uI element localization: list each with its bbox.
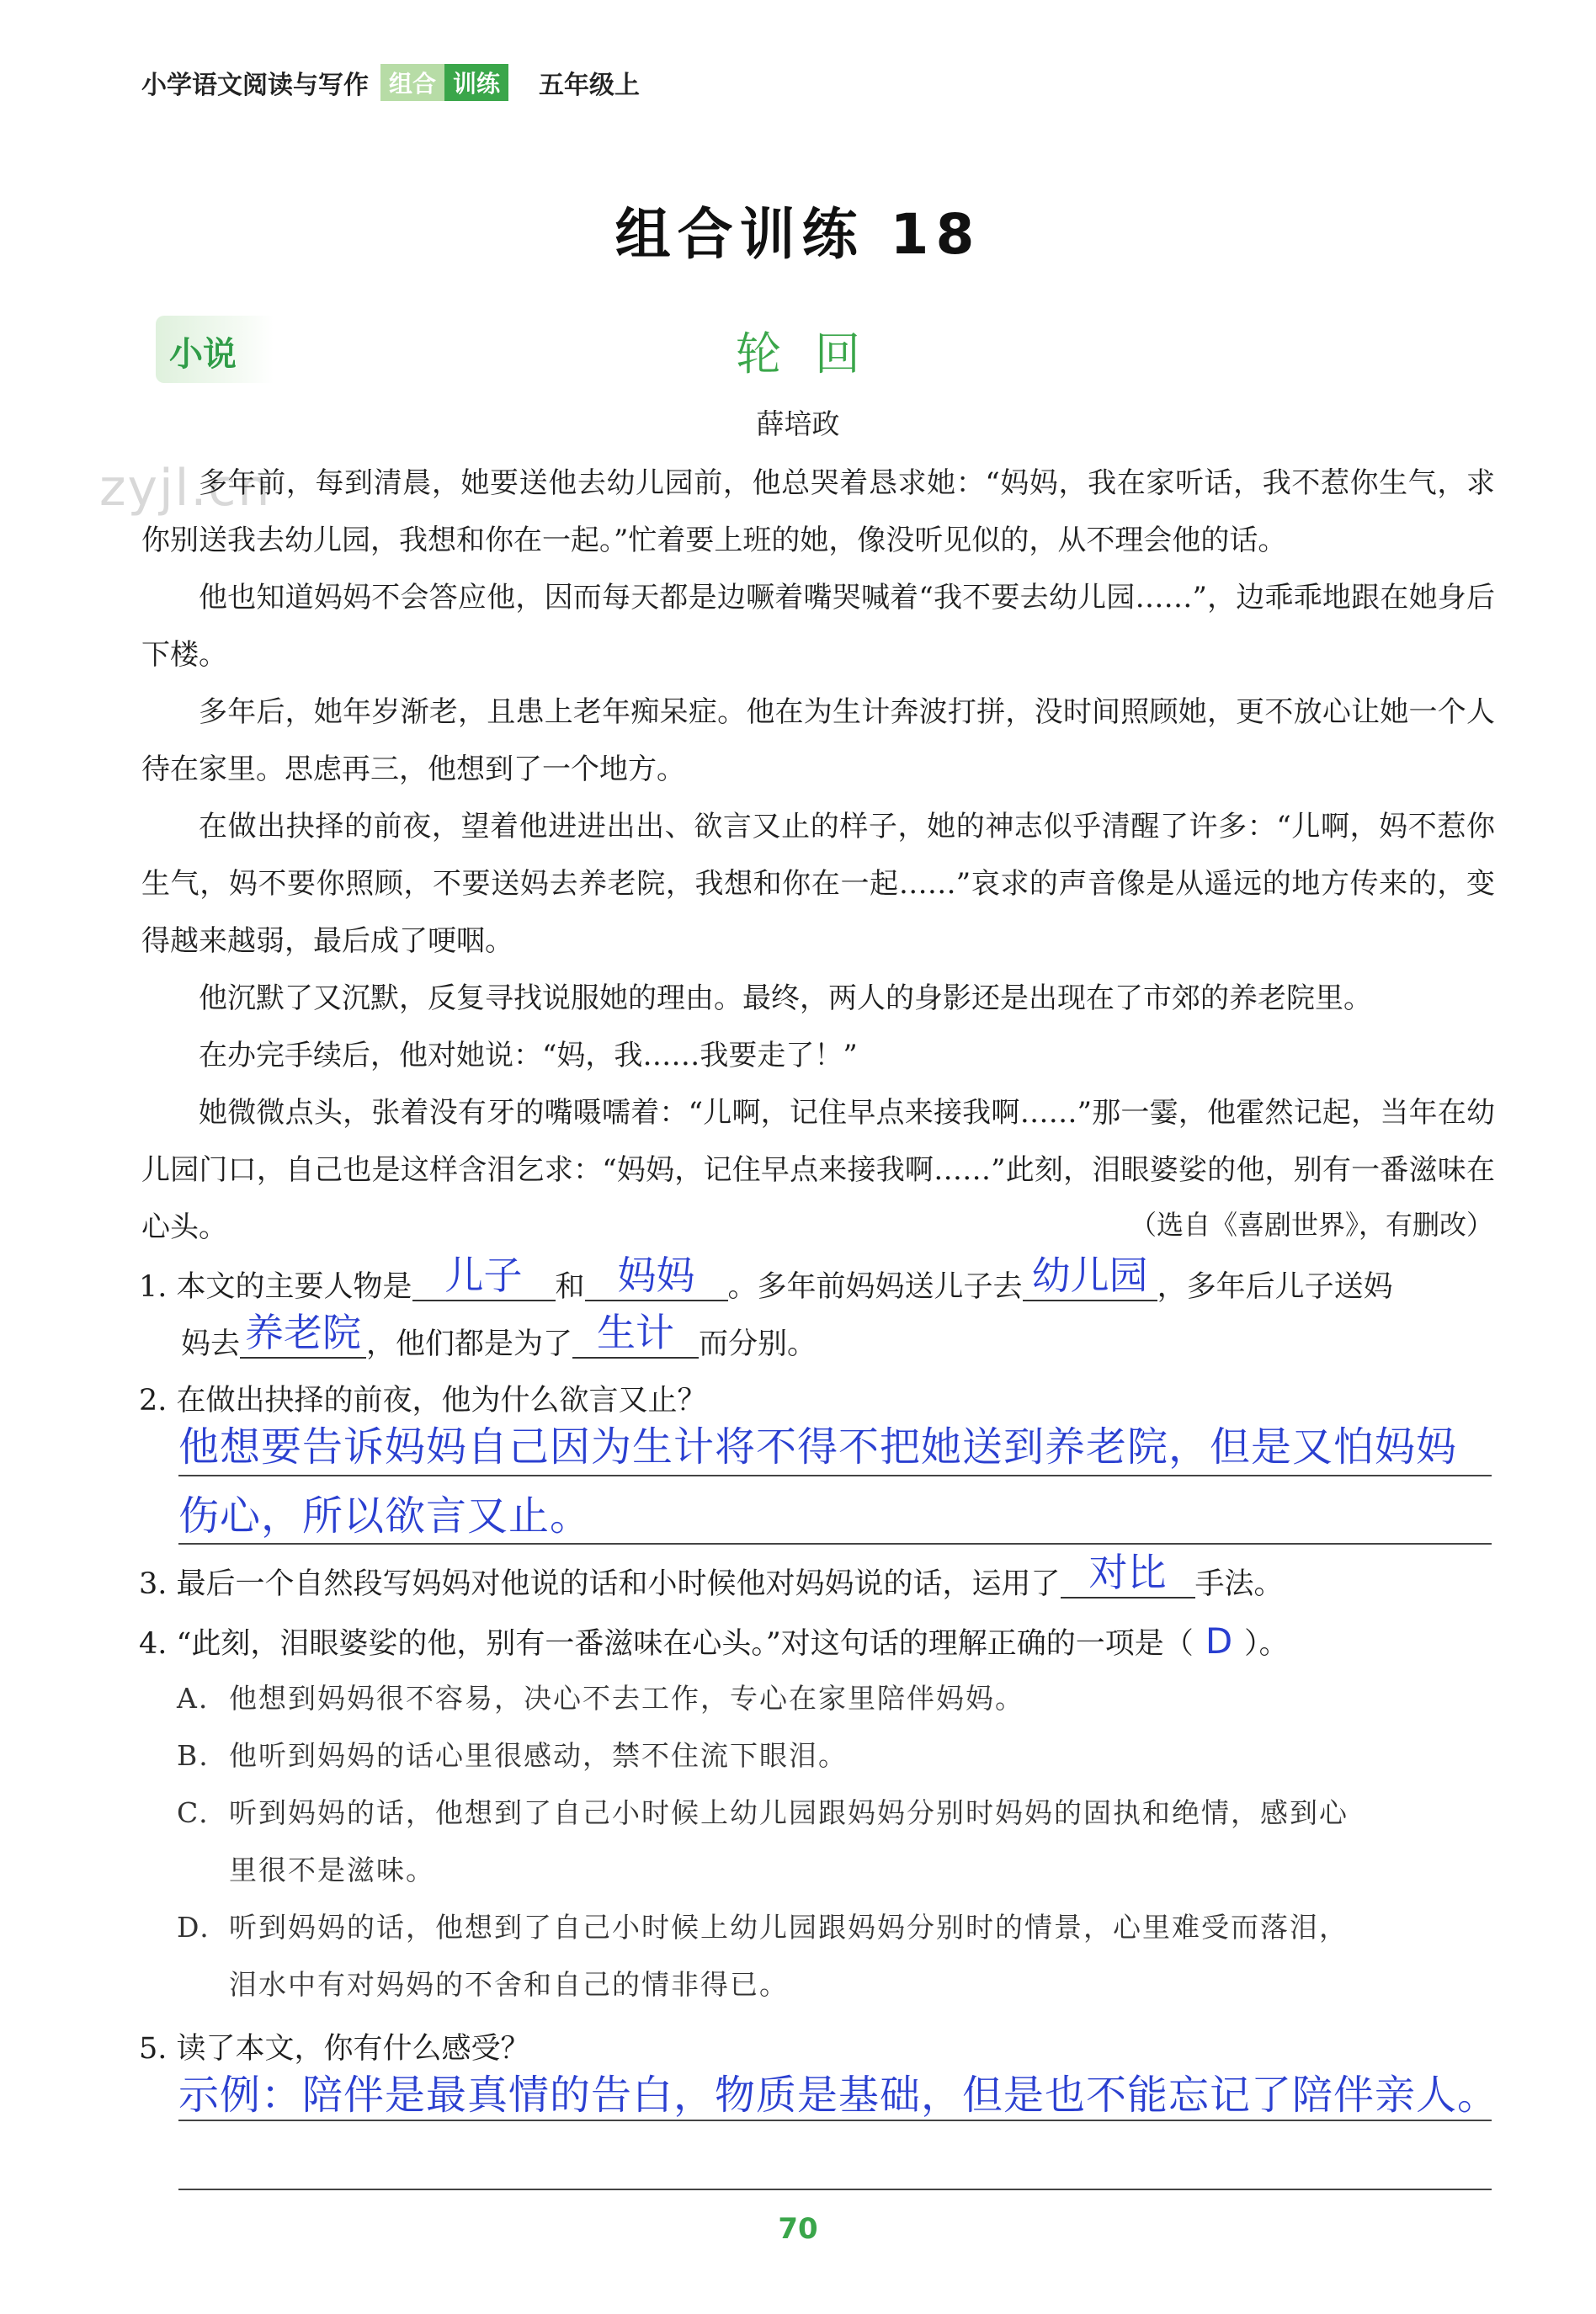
option-text: 听到妈妈的话，他想到了自己小时候上幼儿园跟妈妈分别时妈妈的固执和绝情，感到心	[229, 1796, 1349, 1829]
q2-answer-rule	[178, 1475, 1492, 1476]
q2-answer-line-2: 伤心，所以欲言又止。	[178, 1492, 592, 1540]
q1-answer-4: 养老院	[245, 1310, 362, 1355]
question-1	[139, 1253, 1496, 1316]
option-text: 听到妈妈的话，他想到了自己小时候上幼儿园跟妈妈分别时的情景，心里难受而落泪，	[229, 1911, 1349, 1944]
q3-blank[interactable]	[1061, 1550, 1195, 1599]
q4-text: ）。	[1244, 1627, 1289, 1661]
badge-training: 训练	[444, 64, 508, 101]
q4-answer[interactable]: D	[1205, 1620, 1233, 1662]
page-header	[141, 66, 640, 99]
story-source: （选自《喜剧世界》，有删改）	[1129, 1209, 1493, 1241]
q4-option-b	[177, 1727, 1498, 1785]
q5-answer-rule	[178, 2189, 1492, 2190]
q5-answer: 示例：陪伴是最真情的告白，物质是基础，但是也不能忘记了陪伴亲人。	[178, 2072, 1499, 2119]
option-text: 他想到妈妈很不容易，决心不去工作，专心在家里陪伴妈妈。	[229, 1682, 1024, 1715]
q1-text: 1. 本文的主要人物是	[139, 1270, 412, 1304]
option-text: 他听到妈妈的话心里很感动，禁不住流下眼泪。	[229, 1739, 848, 1772]
q2-answer-line-1: 他想要告诉妈妈自己因为生计将不得不把她送到养老院，但是又怕妈妈	[178, 1423, 1458, 1471]
q3-text: 手法。	[1194, 1567, 1284, 1601]
q4-text: 4. “此刻，泪眼婆娑的他，别有一番滋味在心头。”对这句话的理解正确的一项是（	[139, 1627, 1194, 1661]
q1-blank-3[interactable]	[1023, 1253, 1157, 1301]
question-3	[139, 1550, 1496, 1613]
q1-answer-1: 儿子	[444, 1253, 523, 1298]
badge-combo: 组合	[380, 64, 444, 101]
question-5: 5. 读了本文，你有什么感受？	[139, 2032, 530, 2066]
q3-answer: 对比	[1088, 1550, 1167, 1595]
story-paragraph: 多年后，她年岁渐老，且患上老年痴呆症。他在为生计奔波打拼，没时间照顾她，更不放心让她一个人待在家里。思虑再三，他想到了一个地方。	[141, 695, 1495, 786]
q1-blank-2[interactable]	[585, 1253, 728, 1301]
option-key: C.	[177, 1796, 210, 1829]
q5-answer-rule	[178, 2120, 1492, 2121]
page-number: 70	[778, 2212, 818, 2246]
story-title: 轮回	[736, 327, 894, 380]
q1-text: ，多年后儿子送妈	[1157, 1270, 1393, 1304]
header-badge	[380, 64, 508, 101]
q1-text: 和	[555, 1270, 585, 1304]
question-2: 2. 在做出抉择的前夜，他为什么欲言又止？	[139, 1384, 707, 1418]
story-paragraph: 多年前，每到清晨，她要送他去幼儿园前，他总哭着恳求她：“妈妈，我在家听话，我不惹你生气，求你别送我去幼儿园，我想和你在一起。”忙着要上班的她，像没听见似的，从不理会他的话。	[141, 466, 1495, 557]
q1-answer-3: 幼儿园	[1031, 1253, 1148, 1298]
book-title: 小学语文阅读与写作	[141, 71, 369, 100]
exercise-title: 组合训练 18	[614, 202, 982, 267]
question-1-cont	[181, 1310, 1494, 1373]
story-paragraph: 在办完手续后，他对她说：“妈，我……我要走了！”	[199, 1039, 858, 1072]
q4-option-d	[177, 1899, 1498, 2013]
q1-blank-1[interactable]	[412, 1253, 556, 1301]
option-key: A.	[177, 1682, 210, 1715]
story-paragraph: 在做出抉择的前夜，望着他进进出出、欲言又止的样子，她的神志似乎清醒了许多：“儿啊，妈不惹你生气，妈不要你照顾，不要送妈去养老院，我想和你在一起……”哀求的声音像是从遥远的地方传来的，变得越来越弱，最后成了哽咽。	[141, 810, 1495, 958]
option-key: D.	[177, 1911, 210, 1944]
q1-text: 而分别。	[699, 1327, 817, 1361]
q3-text: 3. 最后一个自然段写妈妈对他说的话和小时候他对妈妈说的话，运用了	[139, 1567, 1061, 1601]
question-4	[139, 1613, 1496, 1673]
story-paragraph: 她微微点头，张着没有牙的嘴嗫嚅着：“儿啊，记住早点来接我啊……”那一霎，他霍然记起，当年在幼儿园门口，自己也是这样含泪乞求：“妈妈，记住早点来接我啊……”此刻，泪眼婆娑的他，别有一番滋味在心头。	[141, 1096, 1495, 1244]
q4-option-c	[177, 1785, 1498, 1899]
story-paragraph: 他也知道妈妈不会答应他，因而每天都是边噘着嘴哭喊着“我不要去幼儿园……”，边乖乖地跟在她身后下楼。	[141, 581, 1495, 672]
option-key: B.	[177, 1739, 210, 1772]
q1-answer-5: 生计	[597, 1310, 675, 1355]
story-paragraph: 他沉默了又沉默，反复寻找说服她的理由。最终，两人的身影还是出现在了市郊的养老院里。	[199, 981, 1372, 1015]
story-author: 薛培政	[756, 407, 840, 440]
grade-label: 五年级上	[539, 71, 641, 100]
q1-text: 。多年前妈妈送儿子去	[727, 1270, 1023, 1304]
genre-label: 小说	[169, 335, 237, 374]
option-text: 里很不是滋味。	[229, 1854, 435, 1886]
q4-option-a	[177, 1670, 1498, 1727]
option-text: 泪水中有对妈妈的不舍和自己的情非得已。	[229, 1968, 789, 2001]
q1-answer-2: 妈妈	[617, 1253, 695, 1298]
watermark: zyjl.cn	[99, 459, 272, 518]
q2-answer-rule	[178, 1543, 1492, 1545]
q1-blank-5[interactable]	[572, 1310, 699, 1359]
q1-text: 妈去	[181, 1327, 241, 1361]
q1-blank-4[interactable]	[240, 1310, 366, 1359]
q1-text: ，他们都是为了	[366, 1327, 573, 1361]
